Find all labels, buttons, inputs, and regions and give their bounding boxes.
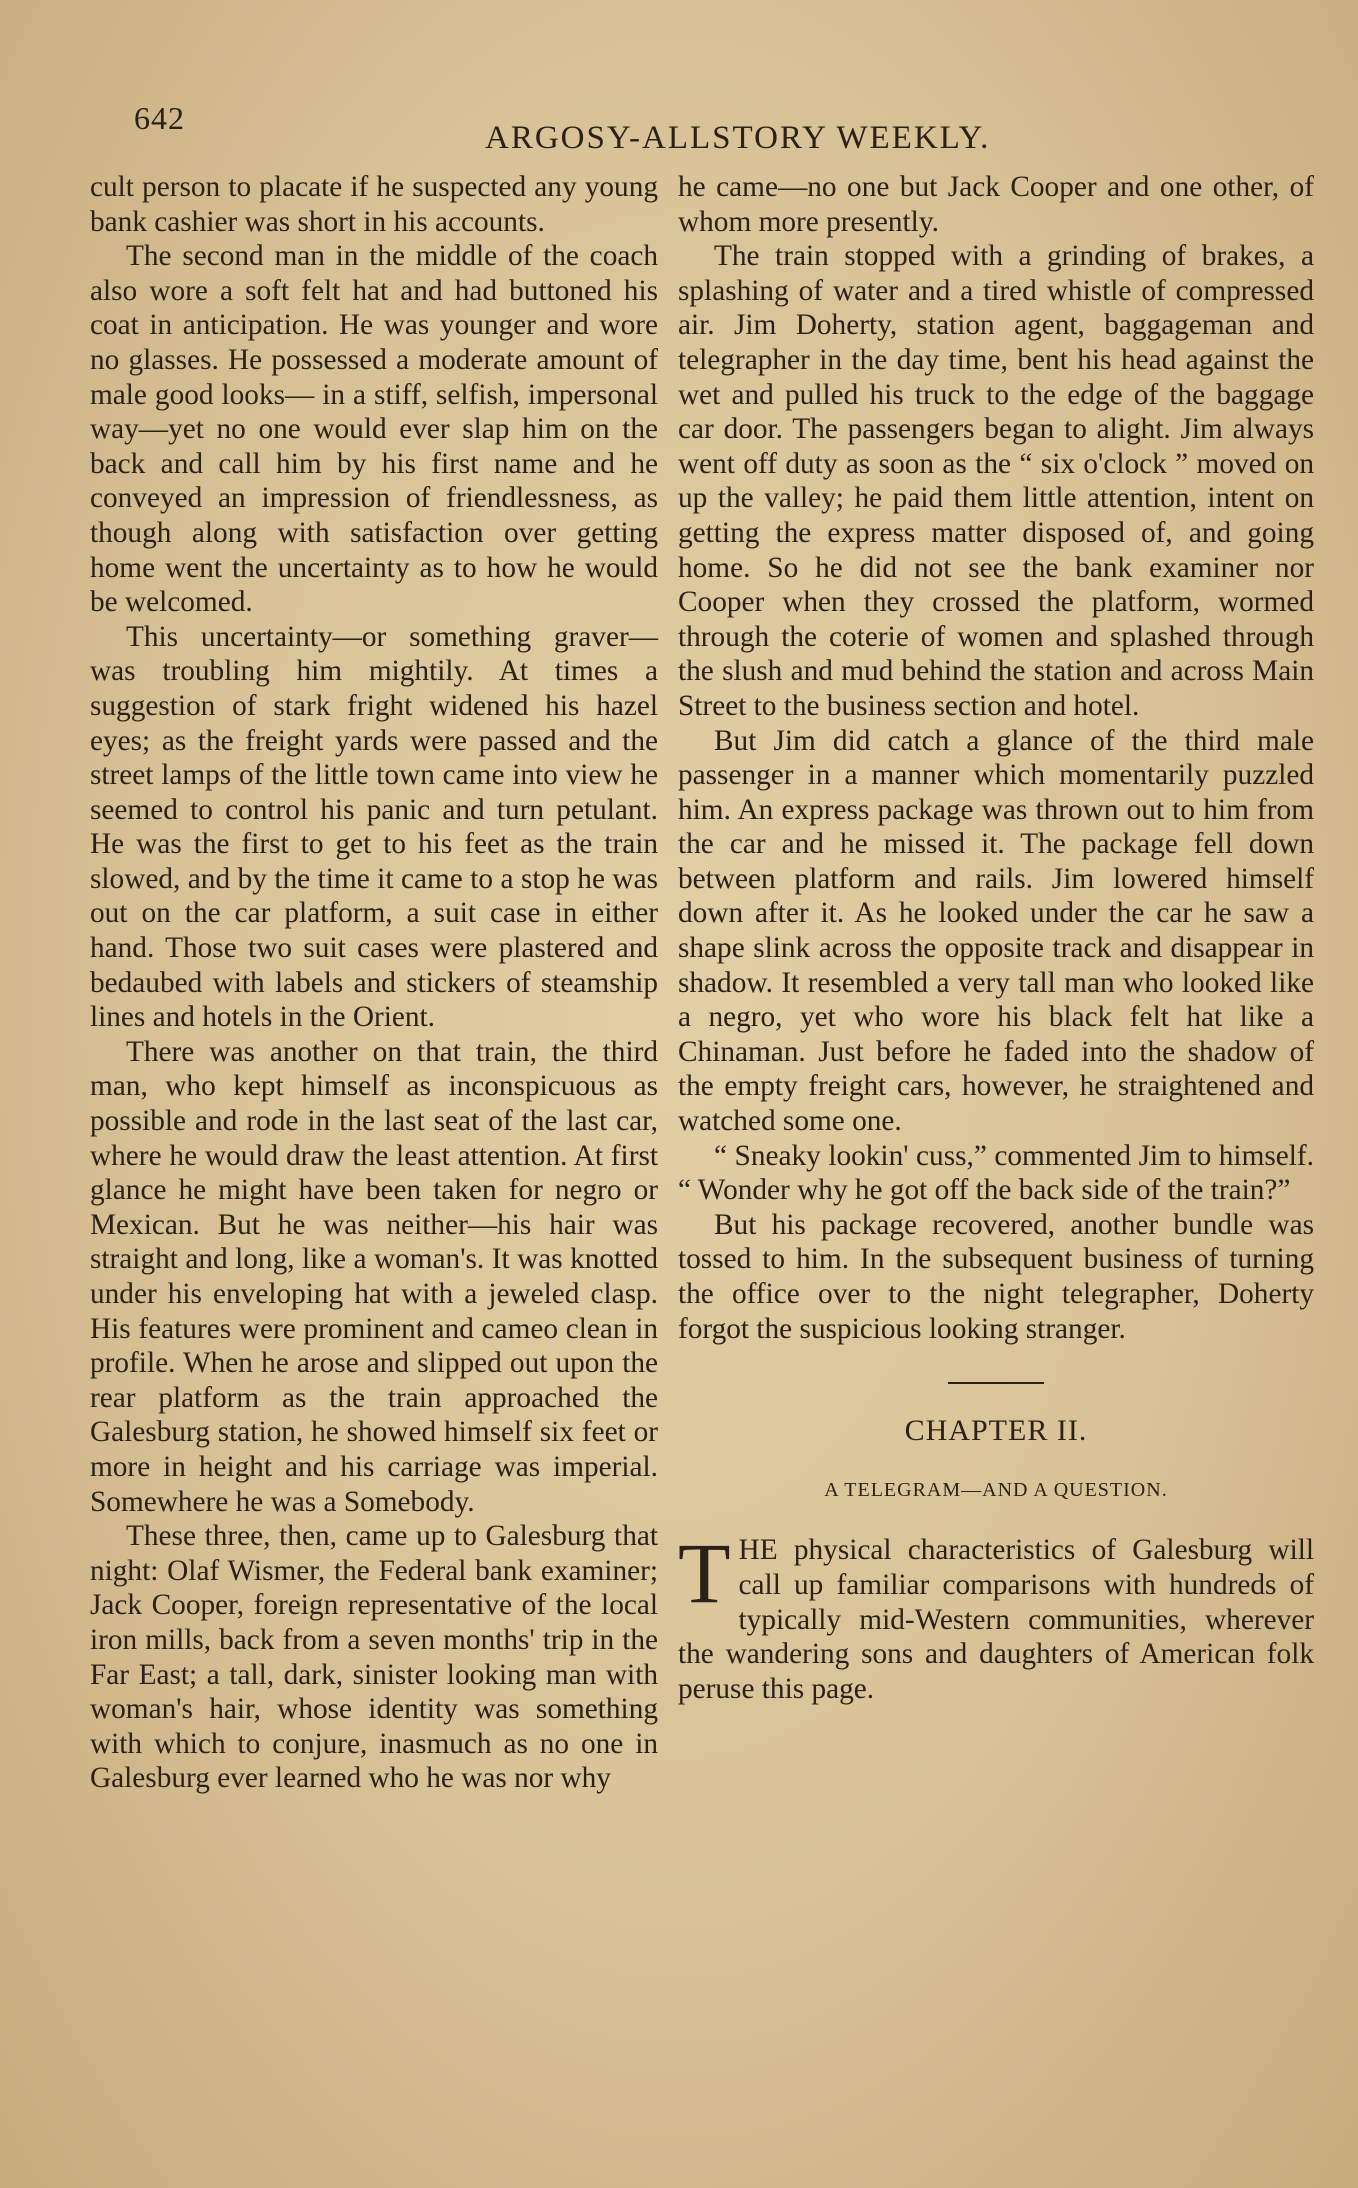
paragraph: But Jim did catch a glance of the third male passenger in a manner which momentarily puzzled him. An express package was thrown out to him from the car and he missed it. The package fell down between platform and rails. Jim lowered himself down after it. As he looked under the car he saw a shape slink across the opposite track and disappear in shadow. It resembled a very tall man who looked like a negro, yet who wore his black felt hat like a Chinaman. Just before he faded into the shadow of the empty freight cars, however, he straightened and watched some one. xyxy=(678,724,1314,1138)
chapter-opening-text: HE physical characteristics of Galesburg will call up familiar comparisons with hundreds of typically mid-Western communities, wherever the wandering sons and daughters of American folk peruse this page. xyxy=(678,1534,1314,1705)
paragraph: “ Sneaky lookin' cuss,” commented Jim to himself. “ Wonder why he got off the back side of the train?” xyxy=(678,1139,1314,1207)
drop-cap: T xyxy=(678,1525,731,1622)
paragraph: There was another on that train, the third man, who kept himself as inconspicuous as possible and rode in the last seat of the last car, where he would draw the least attention. At first glance he might have been taken for negro or Mexican. But he was neither—his hair was straight and long, like a woman's. It was knotted under his enveloping hat with a jeweled clasp. His features were prominent and cameo clean in profile. When he arose and slipped out upon the rear platform as the train approached the Galesburg station, he showed himself six feet or more in height and his carriage was imperial. Somewhere he was a Somebody. xyxy=(90,1035,658,1518)
paragraph: These three, then, came up to Galesburg that night: Olaf Wismer, the Federal bank examiner; Jack Cooper, foreign representative of the local iron mills, back from a seven months' trip in the Far East; a tall, dark, sinister looking man with woman's hair, whose identity was something with which to conjure, inasmuch as no one in Galesburg ever learned who he was nor why xyxy=(90,1520,658,1795)
paragraph: The second man in the middle of the coach also wore a soft felt hat and had buttoned his coat in anticipation. He was younger and wore no glasses. He possessed a moderate amount of male good looks— in a stiff, selfish, impersonal way—yet no one would ever slap him on the back and call him by his first name and he conveyed an impression of friendlessness, as though along with satisfaction over getting home went the uncertainty as to how he would be welcomed. xyxy=(90,240,658,619)
paragraph: cult person to placate if he suspected any young bank cashier was short in his accounts. xyxy=(90,171,658,238)
paragraph: But his package recovered, another bundle was tossed to him. In the subsequent business of turning the office over to the night telegrapher, Doherty forgot the suspicious looking stranger. xyxy=(678,1208,1314,1345)
paragraph: The train stopped with a grinding of brakes, a splashing of water and a tired whistle of compressed air. Jim Doherty, station agent, baggageman and telegrapher in the day time, bent his head against the wet and pulled his truck to the edge of the baggage car door. The passengers began to alight. Jim always went off duty as soon as the “ six o'clock ” moved on up the valley; he paid them little attention, intent on getting the express matter disposed of, and going home. So he did not see the bank examiner nor Cooper when they crossed the platform, wormed through the coterie of women and splashed through the slush and mud behind the station and across Main Street to the business section and hotel. xyxy=(678,240,1314,722)
paragraph: he came—no one but Jack Cooper and one other, of whom more presently. xyxy=(678,171,1314,238)
chapter-subtitle: A TELEGRAM—AND A QUESTION. xyxy=(824,1478,1168,1501)
chapter-heading: CHAPTER II. xyxy=(904,1414,1088,1448)
section-divider xyxy=(948,1382,1044,1384)
left-column xyxy=(90,170,658,1796)
chapter-opening-paragraph xyxy=(678,1525,1314,1706)
running-head: ARGOSY-ALLSTORY WEEKLY. xyxy=(485,120,991,156)
page-number: 642 xyxy=(134,100,185,136)
right-column xyxy=(678,170,1314,1706)
paragraph: This uncertainty—or something graver— was troubling him mightily. At times a suggestion of stark fright widened his hazel eyes; as the freight yards were passed and the street lamps of the little town came into view he seemed to control his panic and turn petulant. He was the first to get to his feet as the train slowed, and by the time it came to a stop he was out on the car platform, a suit case in either hand. Those two suit cases were plastered and bedaubed with labels and stickers of steamship lines and hotels in the Orient. xyxy=(90,620,658,1034)
